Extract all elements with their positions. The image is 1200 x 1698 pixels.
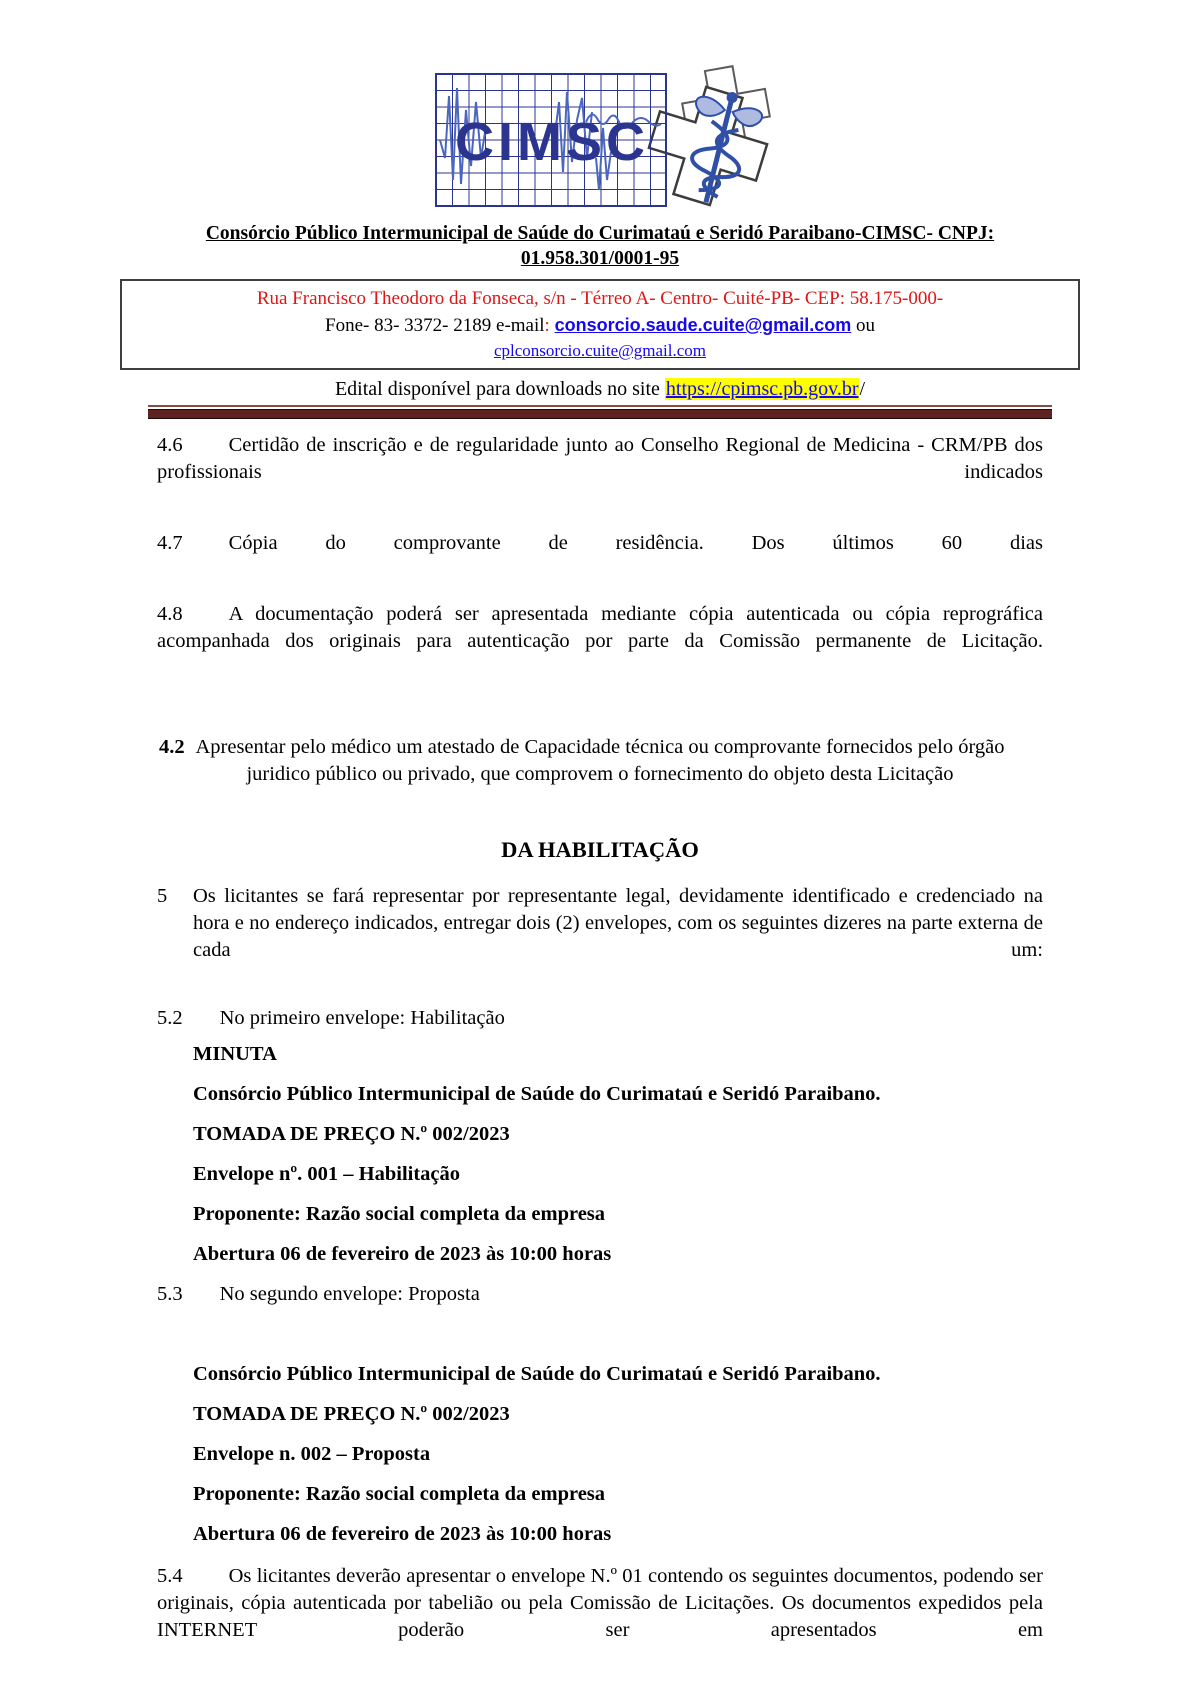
phone-line [132,311,1068,340]
envelope-line: TOMADA DE PREÇO N.º 002/2023 [193,1403,510,1425]
colon: : [544,315,550,336]
clause-number: 5.4 [157,1565,183,1587]
paragraph-5 [157,883,1043,991]
cimsc-logo-graphic [426,62,774,210]
logo-text: CIMSC [455,112,649,172]
primary-email-link[interactable]: consorcio.saude.cuite@gmail.com [554,315,852,335]
clause-text: Apresentar pelo médico um atestado de Capacidade técnica ou comprovante fornecidos pelo órgão juridico público ou privado, que comprovem o fornecimento do objeto desta Licitação [195,736,1005,785]
envelope-line: Abertura 06 de fevereiro de 2023 às 10:00 horas [193,1523,612,1545]
org-name-line: Consórcio Público Intermunicipal de Saúde do Curimataú e Seridó Paraibano-CIMSC- CNPJ: [205,223,995,244]
paragraph-5-4 [157,1563,1043,1671]
clause-text: Certidão de inscrição e de regularidade junto ao Conselho Regional de Medicina - CRM/PB dos profissionais indicados [157,434,1043,483]
address-line: Rua Francisco Theodoro da Fonseca, s/n - Térreo A- Centro- Cuité-PB- CEP: 58.175-000- [256,288,944,309]
phone-text: Fone- 83- 3372- 2189 e-mail [325,315,545,336]
clause-number: 4.2 [159,736,185,758]
clause-text: Os licitantes deverão apresentar o envelope N.º 01 contendo os seguintes documentos, podendo ser originais, cópia autenticada por tabelião ou pela Comissão de Licitações. Os documentos expedidos pela INTERNET poderão ser apresentados em [157,1565,1043,1641]
clause-text: Os licitantes se fará representar por representante legal, devidamente identificado e credenciado na hora e no endereço indicados, entregar dois (2) envelopes, com os seguintes dizeres na parte externa de cada um: [193,885,1043,961]
envelope-line: Envelope nº. 001 – Habilitação [193,1163,461,1185]
envelope-line: Abertura 06 de fevereiro de 2023 às 10:00 horas [193,1243,612,1265]
envelope-line: Proponente: Razão social completa da empresa [193,1203,606,1225]
envelope-line: Consórcio Público Intermunicipal de Saúde do Curimataú e Seridó Paraibano. [193,1083,881,1105]
section-heading-habilitacao: DA HABILITAÇÃO [501,837,699,862]
paragraph-4-7 [157,530,1043,584]
cimsc-logo [0,0,1200,215]
org-title [0,221,1200,271]
section-divider [148,405,1052,419]
clause-number: 4.7 [157,532,183,554]
document-body [157,432,1043,1671]
envelope-line: MINUTA [193,1043,277,1065]
clause-text: A documentação poderá ser apresentada mediante cópia autenticada ou cópia reprográfica acompanhada dos originais para autenticação por parte da Comissão permanente de Licitação. [157,603,1043,652]
paragraph-5-3 [157,1281,1043,1308]
clause-text: Cópia do comprovante de residência. Dos últimos 60 dias [228,532,1043,554]
paragraph-4-2 [157,734,1043,788]
edital-download-link[interactable]: https://cpimsc.pb.gov.br [665,378,859,400]
paragraph-4-6 [157,432,1043,513]
envelope-line: TOMADA DE PREÇO N.º 002/2023 [193,1123,510,1145]
conjunction-text: ou [855,315,875,336]
paragraph-4-8 [157,601,1043,682]
edital-prefix: Edital disponível para downloads no site [334,378,665,400]
edital-suffix: / [859,378,866,400]
envelope-line: Consórcio Público Intermunicipal de Saúde do Curimataú e Seridó Paraibano. [193,1363,881,1385]
clause-number: 5.2 [157,1007,183,1029]
envelope-2-block [157,1361,1043,1548]
org-cnpj-line: 01.958.301/0001-95 [520,248,680,269]
divider-thick-rule [148,409,1052,419]
envelope-line: Proponente: Razão social completa da empresa [193,1483,606,1505]
edital-line [0,376,1200,402]
clause-number: 4.6 [157,434,183,456]
envelope-line: Envelope n. 002 – Proposta [193,1443,431,1465]
divider-thin-rule [148,405,1052,407]
envelope-1-block [157,1041,1043,1268]
clause-text: No primeiro envelope: Habilitação [219,1007,505,1029]
secondary-email-line [132,340,1068,362]
secondary-email-link[interactable]: cplconsorcio.cuite@gmail.com [493,341,707,360]
address-box [120,279,1080,370]
clause-number: 5.3 [157,1283,183,1305]
clause-text: No segundo envelope: Proposta [219,1283,480,1305]
clause-number: 4.8 [157,603,183,625]
paragraph-5-2 [157,1005,1043,1032]
clause-number: 5 [157,885,168,907]
